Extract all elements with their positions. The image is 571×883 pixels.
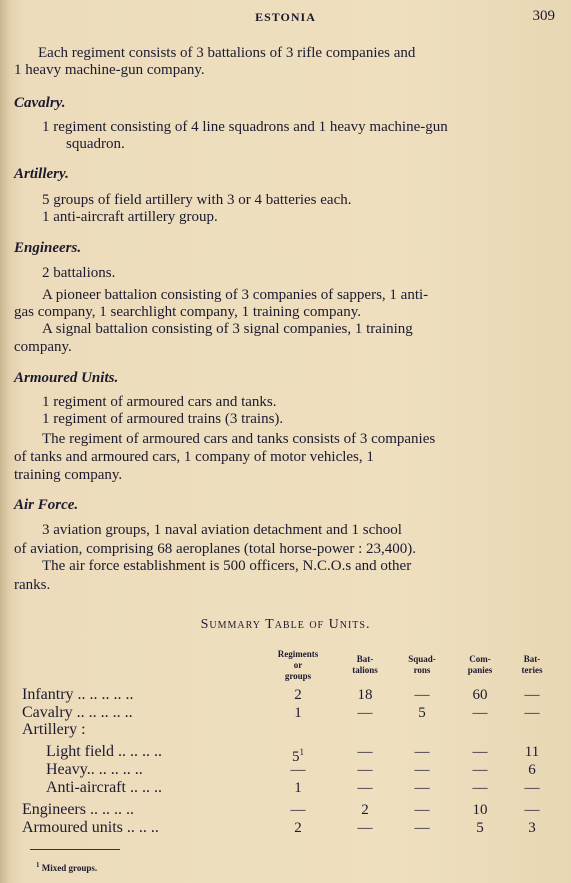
footnote xyxy=(36,861,97,873)
table-cell: — xyxy=(472,744,488,760)
table-cell: 10 xyxy=(472,802,488,818)
column-header-squadrons: Squad- rons xyxy=(408,654,436,675)
text-line: 1 regiment consisting of 4 line squadrons and 1 heavy machine-gun xyxy=(42,119,448,135)
table-cell: — xyxy=(524,687,540,703)
table-cell: — xyxy=(357,762,373,778)
section-title-armoured-units: Armoured Units. xyxy=(14,370,119,386)
table-cell: 1 xyxy=(294,780,302,796)
column-header-battalions: Bat- talions xyxy=(352,654,378,675)
text-line: A pioneer battalion consisting of 3 companies of sappers, 1 anti- xyxy=(42,287,429,303)
text-line: 1 regiment of armoured trains (3 trains). xyxy=(42,411,284,427)
summary-table-title: Summary Table of Units. xyxy=(200,617,371,632)
column-header-companies: Com- panies xyxy=(467,654,493,675)
row-label-armoured-units: Armoured units .. .. .. xyxy=(22,819,159,836)
table-cell-value: 5 xyxy=(292,749,300,765)
text-line: The air force establishment is 500 officers, N.C.O.s and other xyxy=(42,558,412,574)
row-label-anti-aircraft: Anti-aircraft .. .. .. xyxy=(46,779,162,796)
text-line: 1 regiment of armoured cars and tanks. xyxy=(42,394,277,410)
table-cell: — xyxy=(414,780,430,796)
table-cell: 2 xyxy=(294,820,302,836)
row-label-light-field: Light field .. .. .. .. xyxy=(46,743,162,760)
footnote-divider xyxy=(30,849,120,850)
column-header-batteries: Bat- teries xyxy=(521,654,543,675)
table-cell: — xyxy=(524,780,540,796)
table-cell: 60 xyxy=(472,687,488,703)
row-label-engineers: Engineers .. .. .. .. xyxy=(22,801,134,818)
page-number: 309 xyxy=(532,8,555,24)
row-label-cavalry: Cavalry .. .. .. .. .. xyxy=(22,704,133,721)
text-line: of tanks and armoured cars, 1 company of motor vehicles, 1 xyxy=(14,449,374,465)
text-line: ranks. xyxy=(14,577,51,593)
table-cell: 2 xyxy=(361,802,369,818)
table-cell: — xyxy=(414,802,430,818)
table-cell: 18 xyxy=(357,687,373,703)
table-cell: 2 xyxy=(294,687,302,703)
table-cell: — xyxy=(472,705,488,721)
text-line: 5 groups of field artillery with 3 or 4 batteries each. xyxy=(42,192,352,208)
footnote-reference-mark: 1 xyxy=(299,747,304,757)
footnote-mark: 1 xyxy=(36,861,40,869)
table-cell: — xyxy=(414,687,430,703)
column-header-regiments: Regiments or groups xyxy=(277,649,319,681)
section-title-cavalry: Cavalry. xyxy=(14,95,66,111)
text-line: 1 heavy machine-gun company. xyxy=(14,62,205,78)
table-cell: 1 xyxy=(294,705,302,721)
row-label-artillery: Artillery : xyxy=(22,721,86,738)
table-cell: — xyxy=(357,820,373,836)
text-line: of aviation, comprising 68 aeroplanes (total horse-power : 23,400). xyxy=(14,541,416,557)
table-cell: — xyxy=(414,820,430,836)
running-head: ESTONIA xyxy=(255,10,316,24)
table-cell: — xyxy=(357,744,373,760)
section-title-air-force: Air Force. xyxy=(14,497,79,513)
text-line: squadron. xyxy=(66,136,125,152)
table-cell: — xyxy=(290,762,306,778)
table-cell: — xyxy=(357,705,373,721)
text-line: A signal battalion consisting of 3 signal companies, 1 training xyxy=(42,321,413,337)
table-cell: — xyxy=(357,780,373,796)
text-line: gas company, 1 searchlight company, 1 training company. xyxy=(14,304,361,320)
table-cell: 5 xyxy=(476,820,484,836)
table-cell: — xyxy=(524,705,540,721)
table-cell: — xyxy=(472,780,488,796)
table-cell: 5 xyxy=(418,705,426,721)
footnote-text: Mixed groups. xyxy=(41,863,98,873)
table-cell: — xyxy=(472,762,488,778)
text-line: 3 aviation groups, 1 naval aviation detachment and 1 school xyxy=(42,522,402,538)
table-cell: — xyxy=(414,762,430,778)
table-cell: 3 xyxy=(528,820,536,836)
text-line: Each regiment consists of 3 battalions of 3 rifle companies and xyxy=(38,45,416,61)
text-line: The regiment of armoured cars and tanks consists of 3 companies xyxy=(42,431,436,447)
text-line: training company. xyxy=(14,467,123,483)
row-label-infantry: Infantry .. .. .. .. .. xyxy=(22,686,134,703)
page-header xyxy=(0,8,571,28)
table-cell: — xyxy=(524,802,540,818)
table-cell: — xyxy=(290,802,306,818)
section-title-engineers: Engineers. xyxy=(14,240,82,256)
text-line: 2 battalions. xyxy=(42,265,116,281)
text-line: 1 anti-aircraft artillery group. xyxy=(42,209,218,225)
table-cell: 6 xyxy=(528,762,536,778)
text-line: company. xyxy=(14,339,72,355)
table-cell: — xyxy=(414,744,430,760)
row-label-heavy: Heavy.. .. .. .. .. xyxy=(46,761,143,778)
table-cell: 11 xyxy=(524,744,540,760)
section-title-artillery: Artillery. xyxy=(14,166,69,182)
